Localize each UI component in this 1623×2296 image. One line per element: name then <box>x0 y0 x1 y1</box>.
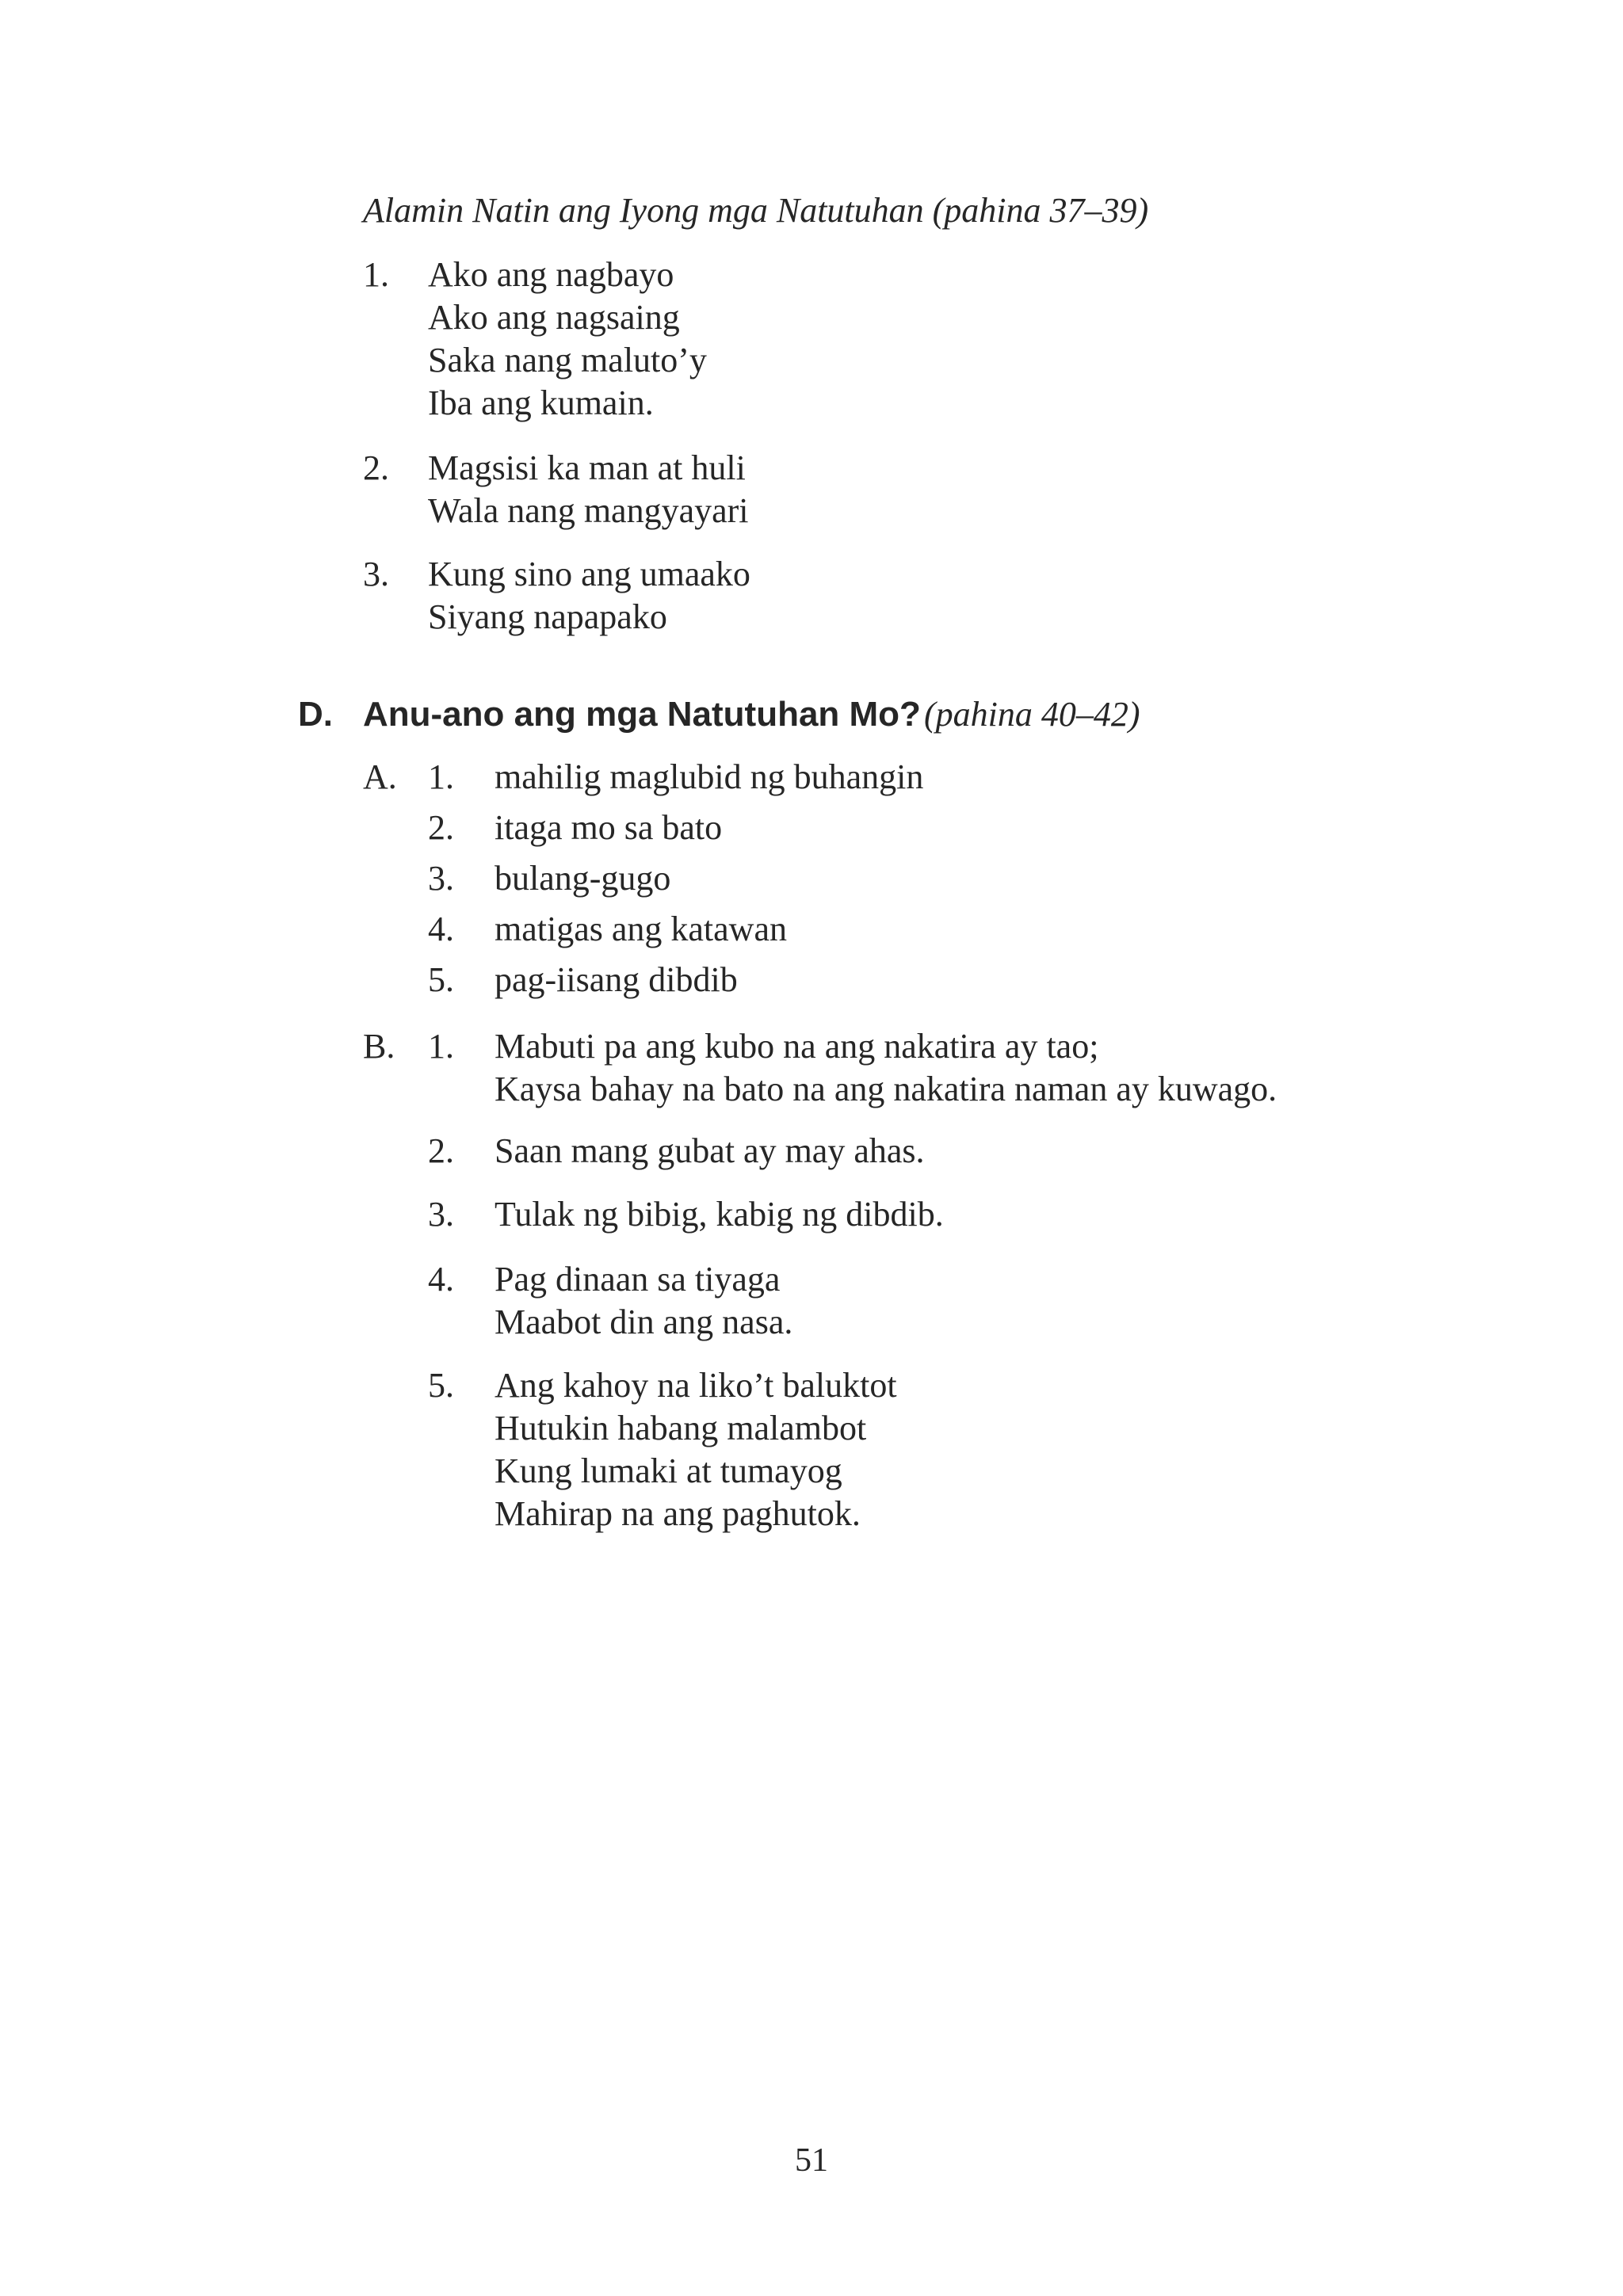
proverb-line: Ang kahoy na liko’t baluktot <box>495 1366 897 1405</box>
item-number: 3. <box>428 1195 454 1234</box>
list-item: bulang-gugo <box>495 859 671 898</box>
proverb-line: Saan mang gubat ay may ahas. <box>495 1131 925 1170</box>
item-number: 1. <box>428 757 454 796</box>
item-number: 3. <box>363 555 389 593</box>
list-item: itaga mo sa bato <box>495 808 723 847</box>
list-item <box>428 254 707 425</box>
item-number: 2. <box>428 1131 454 1170</box>
verse-line: Ako ang nagbayo <box>428 255 674 294</box>
item-number: 2. <box>363 448 389 487</box>
section-title: Anu-ano ang mga Natutuhan Mo? <box>363 695 921 734</box>
verse-line: Kung sino ang umaako <box>428 555 750 593</box>
verse-line: Saka nang maluto’y <box>428 341 707 379</box>
proverb-line: Mahirap na ang paghutok. <box>495 1494 861 1533</box>
verse-line: Iba ang kumain. <box>428 383 654 422</box>
list-item: pag-iisang dibdib <box>495 960 738 999</box>
proverb-line: Tulak ng bibig, kabig ng dibdib. <box>495 1195 944 1234</box>
proverb-line: Pag dinaan sa tiyaga <box>495 1260 781 1299</box>
section-page-ref: (pahina 40–42) <box>923 695 1140 734</box>
verse-line: Siyang napapako <box>428 597 667 636</box>
part-letter: B. <box>363 1027 395 1066</box>
list-item <box>428 447 749 532</box>
item-number: 4. <box>428 910 454 948</box>
item-number: 5. <box>428 960 454 999</box>
part-letter: A. <box>363 757 397 796</box>
list-item <box>428 553 750 639</box>
verse-line: Ako ang nagsaing <box>428 298 680 337</box>
proverb-line: Mabuti pa ang kubo na ang nakatira ay tao; <box>495 1027 1099 1066</box>
list-item <box>495 1364 897 1535</box>
verse-line: Magsisi ka man at huli <box>428 448 746 487</box>
proverb-line: Kung lumaki at tumayog <box>495 1451 842 1490</box>
proverb-line: Maabot din ang nasa. <box>495 1302 793 1341</box>
proverb-line: Hutukin habang malambot <box>495 1409 867 1447</box>
list-item <box>495 1025 1277 1111</box>
item-number: 1. <box>363 255 389 294</box>
list-item <box>495 1130 925 1173</box>
item-number: 4. <box>428 1260 454 1299</box>
list-item: matigas ang katawan <box>495 910 787 948</box>
list-item <box>495 1193 944 1236</box>
list-item: mahilig maglubid ng buhangin <box>495 757 924 796</box>
proverb-line: Kaysa bahay na bato na ang nakatira naman ay kuwago. <box>495 1070 1277 1108</box>
section-letter: D. <box>298 695 333 734</box>
item-number: 2. <box>428 808 454 847</box>
item-number: 3. <box>428 859 454 898</box>
item-number: 1. <box>428 1027 454 1066</box>
page-number: 51 <box>795 2142 828 2179</box>
item-number: 5. <box>428 1366 454 1405</box>
verse-line: Wala nang mangyayari <box>428 491 749 530</box>
section-subtitle: Alamin Natin ang Iyong mga Natutuhan (pahina 37–39) <box>363 191 1149 230</box>
list-item <box>495 1258 792 1344</box>
section-heading <box>298 691 1140 746</box>
